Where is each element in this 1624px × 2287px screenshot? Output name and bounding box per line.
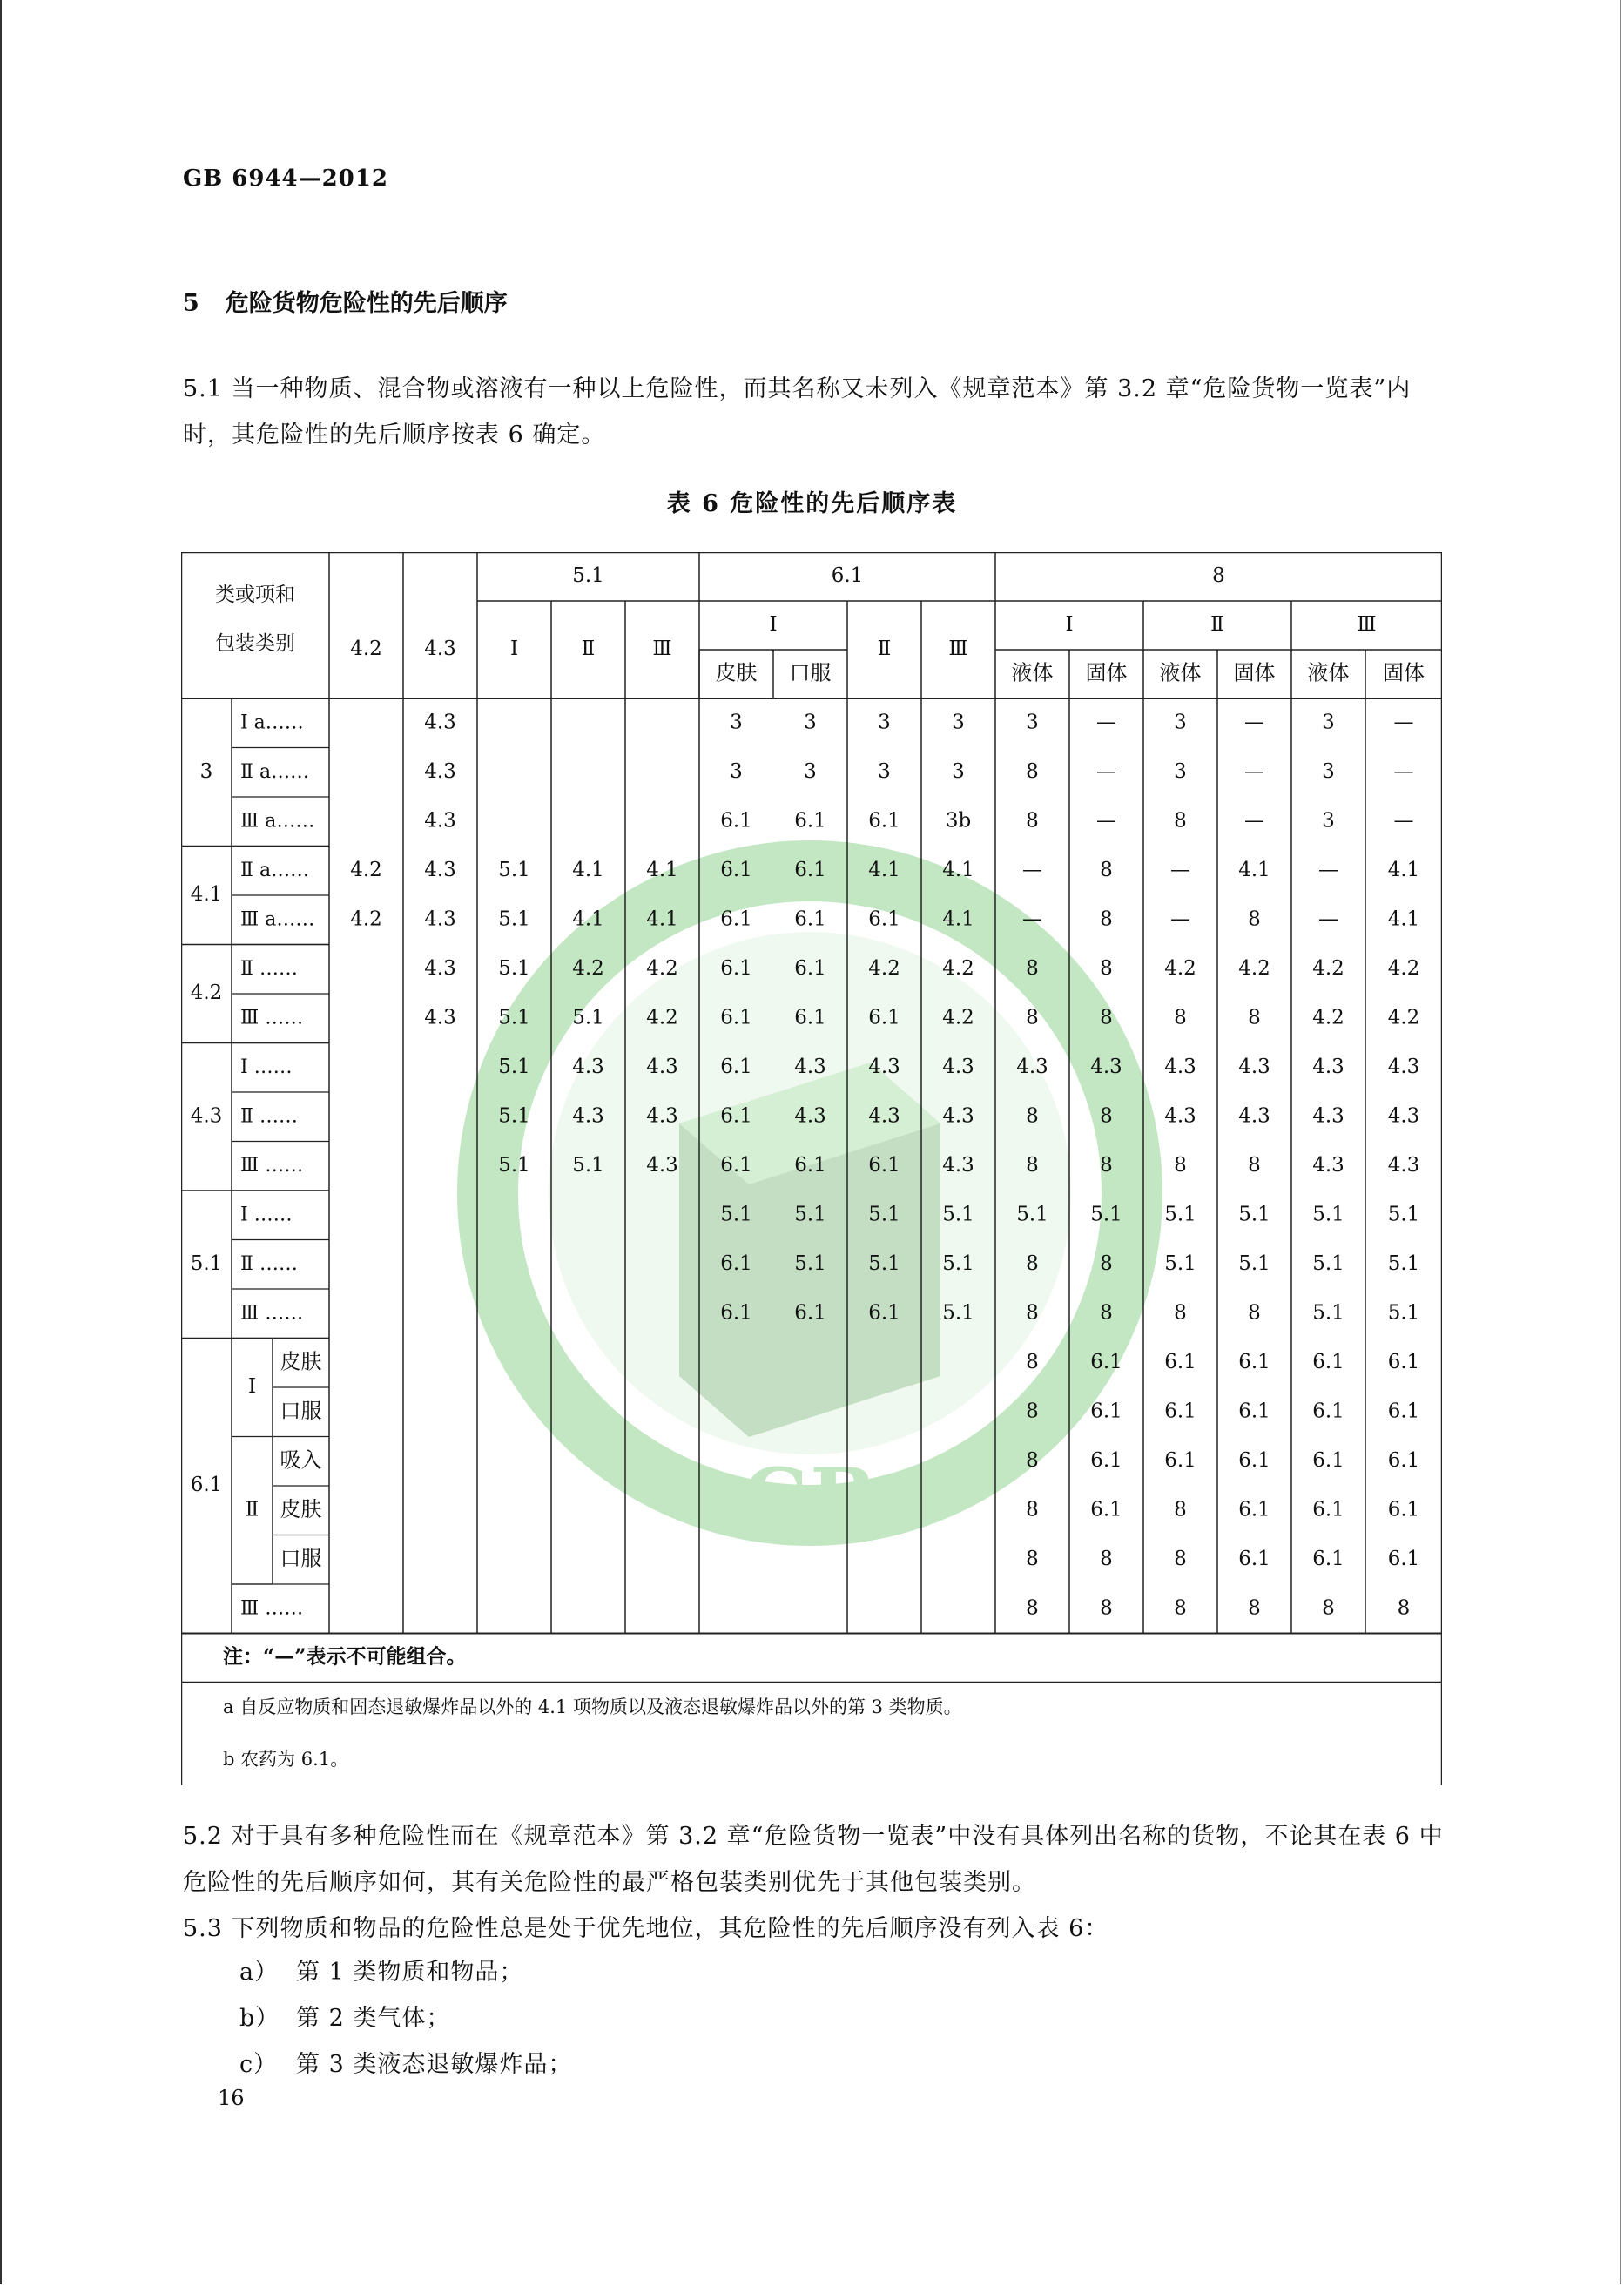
table-cell: 6.1 <box>1164 1350 1196 1373</box>
table-cell: 3 <box>1174 711 1187 734</box>
table-cell: 5.1 <box>572 1153 604 1177</box>
list-text: 第 3 类液态退敏爆炸品； <box>296 2051 573 2078</box>
table-cell: 8 <box>1322 1596 1335 1620</box>
table-cell: 5.1 <box>1312 1203 1344 1226</box>
table-cell: 3 <box>804 711 817 734</box>
table-cell: 8 <box>1100 1547 1113 1570</box>
table-cell: 4.3 <box>424 809 456 833</box>
table-cell: 8 <box>1026 1498 1039 1521</box>
table-cell: — <box>1318 907 1338 931</box>
table-cell: 6.1 <box>794 907 826 931</box>
table-cell: 4.2 <box>350 858 382 881</box>
table-cell: 8 <box>1397 1596 1411 1620</box>
table-cell: 8 <box>1174 1006 1187 1029</box>
table-cell: 6.1 <box>1238 1547 1270 1570</box>
table-cell: 6.1 <box>720 956 752 980</box>
table-cell: 4.2 <box>1238 956 1270 980</box>
table-cell: 4.3 <box>1387 1153 1420 1177</box>
footnote-a: a 自反应物质和固态退敏爆炸品以外的 4.1 项物质以及液态退敏爆炸品以外的第 3 类物质。 <box>223 1697 962 1717</box>
standard-code-header: GB 6944—2012 <box>183 165 388 192</box>
table-cell: 6.1 <box>1387 1547 1420 1570</box>
table-cell: 4.3 <box>1164 1104 1196 1128</box>
table-cell: — <box>1318 858 1338 881</box>
row-label: Ⅱ a…… <box>240 760 310 783</box>
route-label: 口服 <box>280 1398 322 1423</box>
table-cell: 3 <box>730 711 743 734</box>
table-cell: 8 <box>1026 1400 1039 1423</box>
table-cell: 8 <box>1026 1251 1039 1275</box>
table-cell: — <box>1096 759 1116 783</box>
hazard-precedence-table <box>181 552 1442 1785</box>
table-cell: 5.1 <box>498 1104 530 1128</box>
table-cell: — <box>1393 711 1414 734</box>
table-cell: 6.1 <box>794 858 826 881</box>
table-cell: 8 <box>1026 956 1039 980</box>
table-cell: 3 <box>1174 759 1187 783</box>
table-cell: — <box>1022 858 1042 881</box>
list-item <box>239 1999 450 2033</box>
table-cell: 8 <box>1026 1301 1039 1325</box>
table-cell: 4.3 <box>424 1006 456 1029</box>
row-label: Ⅰ a…… <box>240 712 304 734</box>
table-cell: 4.3 <box>572 1055 604 1078</box>
table-cell: 5.1 <box>1238 1251 1270 1275</box>
row-label: Ⅲ …… <box>240 1597 304 1620</box>
table-cell: 8 <box>1100 1006 1113 1029</box>
table-cell: 8 <box>1174 1547 1187 1570</box>
packing-group-header: Ⅰ <box>509 638 519 660</box>
table-cell: 3 <box>1026 711 1039 734</box>
table-cell: 4.3 <box>1387 1104 1420 1128</box>
list-text: 第 1 类物质和物品； <box>296 1959 524 1986</box>
table-cell: 5.1 <box>868 1203 900 1226</box>
table-cell: 4.1 <box>868 858 900 881</box>
table-cell: 4.3 <box>424 956 456 980</box>
table-cell: 3b <box>945 809 972 833</box>
table-cell: 3 <box>952 759 965 783</box>
table-cell: 6.1 <box>720 1055 752 1078</box>
table-note: 注：“—”表示不可能组合。 <box>223 1644 467 1669</box>
table-cell: — <box>1393 759 1414 783</box>
table-cell: 5.1 <box>942 1203 974 1226</box>
table-cell: 5.1 <box>1238 1203 1270 1226</box>
row-label: Ⅲ a…… <box>240 810 315 833</box>
table-cell: 8 <box>1026 1350 1039 1373</box>
column-header: 6.1 <box>831 564 864 587</box>
table-cell: 6.1 <box>868 907 900 931</box>
page-number: 16 <box>218 2086 245 2110</box>
sub-header: 液体 <box>1159 660 1202 685</box>
table-cell: 8 <box>1174 1498 1187 1521</box>
list-label: a） <box>239 1959 280 1986</box>
section-title: 危险货物危险性的先后顺序 <box>225 290 508 317</box>
table-cell: 5.1 <box>720 1203 752 1226</box>
table-cell: 4.3 <box>1090 1055 1122 1078</box>
list-text: 第 2 类气体； <box>296 2005 451 2032</box>
table-cell: 4.3 <box>868 1055 900 1078</box>
corner-header: 包装类别 <box>215 632 295 655</box>
table-cell: 3 <box>1322 759 1335 783</box>
table-cell: 8 <box>1248 1153 1261 1177</box>
table-cell: 4.1 <box>942 907 974 931</box>
table-cell: — <box>1393 809 1414 833</box>
list-label: c） <box>239 2051 279 2078</box>
column-header: 8 <box>1212 564 1225 587</box>
table-cell: 8 <box>1026 1596 1039 1620</box>
table-cell: 6.1 <box>720 1104 752 1128</box>
table-cell: 4.2 <box>942 1006 974 1029</box>
table-cell: 4.3 <box>794 1055 826 1078</box>
table-cell: — <box>1022 907 1042 931</box>
table-cell: 4.3 <box>1312 1104 1344 1128</box>
table-cell: 8 <box>1100 1596 1113 1620</box>
table-cell: 8 <box>1026 1547 1039 1570</box>
sub-header: 固体 <box>1085 660 1128 685</box>
table-cell: 6.1 <box>1312 1400 1344 1423</box>
table-cell: 4.2 <box>350 907 382 931</box>
svg-text:GB: GB <box>743 1451 877 1543</box>
table-cell: 6.1 <box>720 858 752 881</box>
table-cell: 6.1 <box>794 1301 826 1325</box>
sub-header: 液体 <box>1307 660 1350 685</box>
table-cell: 6.1 <box>1238 1498 1270 1521</box>
column-header: 4.3 <box>424 638 456 660</box>
column-header: 4.2 <box>350 638 382 660</box>
table-cell: 4.3 <box>646 1104 678 1128</box>
table-cell: 6.1 <box>1090 1448 1122 1472</box>
table-cell: 4.3 <box>424 858 456 881</box>
table-cell: 6.1 <box>1164 1448 1196 1472</box>
table-cell: 8 <box>1100 956 1113 980</box>
packing-group-header: Ⅲ <box>652 638 672 660</box>
row-label: Ⅲ …… <box>240 1007 304 1029</box>
table-cell: 6.1 <box>1312 1350 1344 1373</box>
table-cell: 8 <box>1174 1596 1187 1620</box>
table-cell: 6.1 <box>1238 1400 1270 1423</box>
table-cell: 4.2 <box>646 1006 678 1029</box>
table-cell: 5.1 <box>498 1055 530 1078</box>
table-cell: 8 <box>1248 907 1261 931</box>
route-label: 皮肤 <box>280 1496 322 1521</box>
table-cell: 4.3 <box>1312 1055 1344 1078</box>
row-label: Ⅲ …… <box>240 1154 304 1177</box>
route-label: 吸入 <box>280 1447 322 1473</box>
table-cell: 4.3 <box>794 1104 826 1128</box>
table-cell: — <box>1244 809 1264 833</box>
table-cell: 8 <box>1248 1596 1261 1620</box>
table-cell: 4.3 <box>1016 1055 1048 1078</box>
table-cell: 3 <box>878 759 891 783</box>
table-cell: — <box>1096 711 1116 734</box>
table-cell: 5.1 <box>498 1153 530 1177</box>
class-label: 4.1 <box>190 883 223 906</box>
table-cell: 8 <box>1248 1301 1261 1325</box>
packing-group-header: Ⅱ <box>877 638 892 660</box>
table-cell: 5.1 <box>1312 1301 1344 1325</box>
table-cell: 4.3 <box>424 907 456 931</box>
table-cell: 6.1 <box>1387 1350 1420 1373</box>
packing-group-header: Ⅱ <box>1210 613 1224 636</box>
table-cell: 4.3 <box>646 1153 678 1177</box>
table-cell: 4.2 <box>1312 1006 1344 1029</box>
table-cell: 6.1 <box>1312 1547 1344 1570</box>
packing-group-header: Ⅱ <box>581 638 596 660</box>
sub-header: 液体 <box>1011 660 1054 685</box>
class-label: 4.2 <box>190 982 223 1004</box>
table-cell: 4.2 <box>1387 1006 1420 1029</box>
row-label: Ⅱ a…… <box>240 859 310 881</box>
table-cell: 4.1 <box>646 907 678 931</box>
table-cell: 6.1 <box>868 1153 900 1177</box>
table-cell: 6.1 <box>1164 1400 1196 1423</box>
row-label: Ⅱ …… <box>240 1105 298 1128</box>
table-cell: 4.3 <box>1387 1055 1420 1078</box>
table-cell: 4.3 <box>942 1055 974 1078</box>
table-cell: 6.1 <box>1312 1498 1344 1521</box>
table-cell: 8 <box>1026 759 1039 783</box>
table-cell: 5.1 <box>498 858 530 881</box>
table-cell: 4.1 <box>1387 858 1420 881</box>
class-label: 3 <box>199 759 213 783</box>
packing-group-header: Ⅰ <box>1065 613 1074 636</box>
paragraph-5-1: 5.1 当一种物质、混合物或溶液有一种以上危险性，而其名称又未列入《规章范本》第 3.2 章“危险货物一览表”内时，其危险性的先后顺序按表 6 确定。 <box>183 375 1412 449</box>
table-cell: 6.1 <box>1090 1350 1122 1373</box>
table-cell: 8 <box>1174 809 1187 833</box>
table-caption: 表 6 危险性的先后顺序表 <box>666 490 958 517</box>
table-cell: 4.1 <box>942 858 974 881</box>
table-cell: — <box>1244 759 1264 783</box>
table-cell: 8 <box>1100 1301 1113 1325</box>
table-cell: 6.1 <box>1090 1400 1122 1423</box>
table-cell: 8 <box>1026 1448 1039 1472</box>
table-cell: 5.1 <box>1387 1301 1420 1325</box>
packing-group-label: Ⅰ <box>247 1375 257 1398</box>
paragraph-5-3: 5.3 下列物质和物品的危险性总是处于优先地位，其危险性的先后顺序没有列入表 6： <box>183 1915 1109 1942</box>
class-label: 6.1 <box>190 1474 223 1496</box>
table-cell: 4.3 <box>1164 1055 1196 1078</box>
table-cell: 8 <box>1248 1006 1261 1029</box>
table-cell: 6.1 <box>794 1153 826 1177</box>
table-cell: 4.2 <box>572 956 604 980</box>
table-cell: 6.1 <box>1387 1498 1420 1521</box>
table-cell: 4.2 <box>1164 956 1196 980</box>
table-cell: 4.3 <box>942 1104 974 1128</box>
table-cell: 8 <box>1100 1251 1113 1275</box>
table-cell: 3 <box>1322 711 1335 734</box>
table-cell: 4.1 <box>572 907 604 931</box>
packing-group-label: Ⅱ <box>245 1498 259 1521</box>
table-cell: 8 <box>1174 1153 1187 1177</box>
table-cell: 6.1 <box>720 1153 752 1177</box>
table-cell: 5.1 <box>1387 1251 1420 1275</box>
table-cell: 8 <box>1100 1153 1113 1177</box>
table-cell: 8 <box>1026 1153 1039 1177</box>
section-heading <box>183 284 534 318</box>
table-cell: 4.1 <box>572 858 604 881</box>
table-cell: 4.3 <box>424 759 456 783</box>
table-cell: 4.2 <box>646 956 678 980</box>
row-label: Ⅲ …… <box>240 1302 304 1325</box>
table-cell: 6.1 <box>868 1301 900 1325</box>
table-cell: 3 <box>952 711 965 734</box>
class-label: 5.1 <box>190 1251 223 1275</box>
table-cell: 5.1 <box>498 1006 530 1029</box>
table-cell: 6.1 <box>1238 1448 1270 1472</box>
table-grid <box>181 552 1442 1785</box>
table-cell: 8 <box>1026 1006 1039 1029</box>
table-cell: 6.1 <box>794 1006 826 1029</box>
table-cell: 6.1 <box>1312 1448 1344 1472</box>
table-cell: 4.2 <box>1312 956 1344 980</box>
row-label: Ⅱ …… <box>240 957 298 980</box>
route-label: 口服 <box>280 1546 322 1571</box>
sub-header: 固体 <box>1383 660 1425 685</box>
table-cell: 6.1 <box>720 907 752 931</box>
table-cell: 6.1 <box>868 809 900 833</box>
table-cell: 6.1 <box>1238 1350 1270 1373</box>
paragraph-5-2: 5.2 对于具有多种危险性而在《规章范本》第 3.2 章“危险货物一览表”中没有具体列出名称的货物，不论其在表 6 中危险性的先后顺序如何，其有关危险性的最严格包装类别优先于其他包装类别。 <box>183 1823 1444 1896</box>
corner-header: 类或项和 <box>215 584 295 606</box>
table-cell: 8 <box>1174 1301 1187 1325</box>
table-cell: 5.1 <box>1312 1251 1344 1275</box>
table-cell: 6.1 <box>794 956 826 980</box>
table-cell: 5.1 <box>572 1006 604 1029</box>
table-cell: 4.2 <box>1387 956 1420 980</box>
table-cell: 8 <box>1026 809 1039 833</box>
table-cell: 5.1 <box>1090 1203 1122 1226</box>
table-cell: 5.1 <box>1164 1251 1196 1275</box>
table-cell: 5.1 <box>794 1251 826 1275</box>
sub-header: 口服 <box>789 660 832 685</box>
route-label: 皮肤 <box>280 1349 322 1374</box>
table-cell: 4.3 <box>572 1104 604 1128</box>
row-label: Ⅰ …… <box>240 1204 293 1226</box>
table-cell: 4.3 <box>1312 1153 1344 1177</box>
table-cell: 6.1 <box>1387 1400 1420 1423</box>
section-number: 5 <box>183 290 199 317</box>
table-cell: 6.1 <box>794 809 826 833</box>
table-cell: 6.1 <box>720 1006 752 1029</box>
table-cell: — <box>1170 858 1190 881</box>
table-cell: 8 <box>1100 907 1113 931</box>
sub-header: 固体 <box>1233 660 1276 685</box>
table-cell: 4.1 <box>1387 907 1420 931</box>
table-cell: 8 <box>1100 858 1113 881</box>
table-cell: 5.1 <box>942 1301 974 1325</box>
table-cell: 6.1 <box>720 1301 752 1325</box>
packing-group-header: Ⅲ <box>948 638 968 660</box>
packing-group-header: Ⅲ <box>1357 613 1377 636</box>
table-cell: 4.3 <box>868 1104 900 1128</box>
table-cell: 5.1 <box>942 1251 974 1275</box>
table-cell: 4.3 <box>1238 1104 1270 1128</box>
table-cell: 8 <box>1100 1104 1113 1128</box>
sub-header: 皮肤 <box>715 660 758 685</box>
table-cell: 4.1 <box>1238 858 1270 881</box>
table-cell: 4.1 <box>646 858 678 881</box>
table-cell: 3 <box>1322 809 1335 833</box>
table-cell: 4.3 <box>1238 1055 1270 1078</box>
row-label: Ⅰ …… <box>240 1056 293 1078</box>
table-cell: 4.2 <box>868 956 900 980</box>
list-item <box>239 1953 523 1987</box>
table-cell: 3 <box>730 759 743 783</box>
packing-group-header: Ⅰ <box>769 613 778 636</box>
table-cell: 6.1 <box>1090 1498 1122 1521</box>
table-cell: 5.1 <box>1164 1203 1196 1226</box>
table-cell: 5.1 <box>1016 1203 1048 1226</box>
table-cell: 8 <box>1026 1104 1039 1128</box>
table-cell: 5.1 <box>868 1251 900 1275</box>
column-header: 5.1 <box>572 564 604 587</box>
row-label: Ⅱ …… <box>240 1252 298 1275</box>
table-cell: 6.1 <box>720 809 752 833</box>
table-cell: 4.2 <box>942 956 974 980</box>
table-cell: 4.3 <box>942 1153 974 1177</box>
table-cell: — <box>1170 907 1190 931</box>
list-label: b） <box>239 2005 280 2032</box>
table-cell: — <box>1096 809 1116 833</box>
row-label: Ⅲ a…… <box>240 908 315 931</box>
table-cell: 5.1 <box>794 1203 826 1226</box>
table-cell: 6.1 <box>720 1251 752 1275</box>
table-cell: 3 <box>804 759 817 783</box>
table-cell: 5.1 <box>498 956 530 980</box>
class-label: 4.3 <box>190 1104 223 1128</box>
table-cell: 4.3 <box>424 711 456 734</box>
footnote-b: b 农药为 6.1。 <box>223 1749 349 1770</box>
table-cell: — <box>1244 711 1264 734</box>
table-cell: 6.1 <box>1387 1448 1420 1472</box>
list-item <box>239 2045 572 2079</box>
table-cell: 6.1 <box>868 1006 900 1029</box>
table-cell: 4.3 <box>646 1055 678 1078</box>
table-cell: 5.1 <box>498 907 530 931</box>
table-cell: 3 <box>878 711 891 734</box>
table-cell: 5.1 <box>1387 1203 1420 1226</box>
